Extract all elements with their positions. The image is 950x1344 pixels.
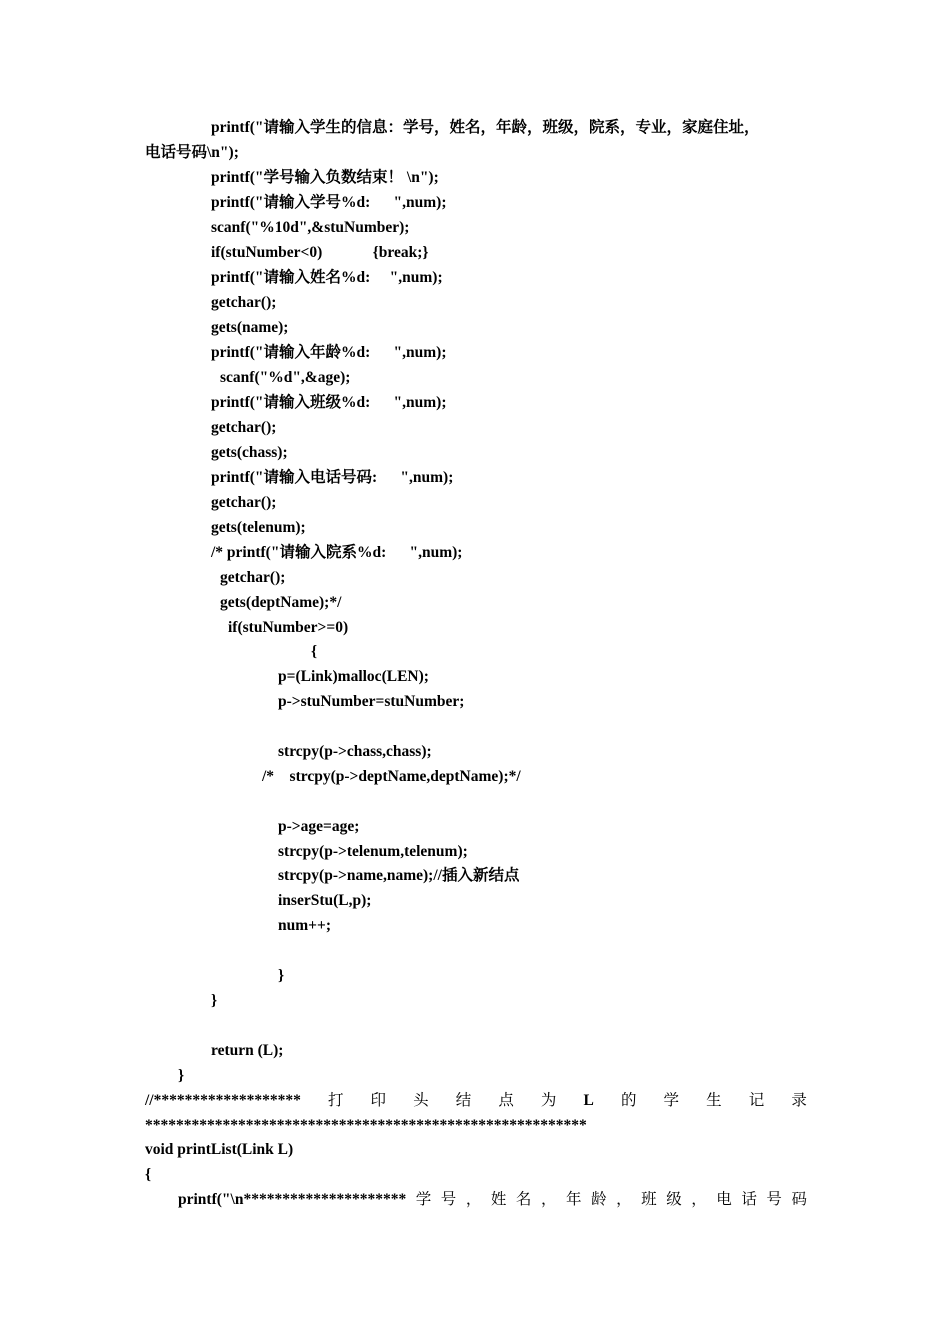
comment-char: L	[583, 1092, 594, 1109]
code-line: getchar();	[211, 494, 277, 511]
code-line: p->stuNumber=stuNumber;	[278, 693, 465, 710]
code-line: /* strcpy(p->deptName,deptName);*/	[262, 768, 521, 785]
code-line: getchar();	[211, 294, 277, 311]
comment-char: 录	[791, 1092, 807, 1109]
header-char: 姓	[490, 1191, 507, 1208]
comment-char: 学	[663, 1092, 680, 1109]
code-line: }	[178, 1067, 185, 1084]
code-line: inserStu(L,p);	[278, 892, 372, 909]
comment-char: 的	[620, 1092, 637, 1109]
code-line: scanf("%10d",&stuNumber);	[211, 219, 410, 236]
code-line: p->age=age;	[278, 818, 360, 835]
code-line: scanf("%d",&age);	[220, 369, 351, 386]
code-line: strcpy(p->telenum,telenum);	[278, 843, 468, 860]
header-char: ，	[465, 1191, 482, 1208]
header-char: 话	[741, 1191, 757, 1208]
header-char: 级	[666, 1191, 682, 1208]
comment-segment: //*******************	[145, 1092, 301, 1109]
code-line: printf("请输入学号%d: ",num);	[211, 194, 447, 211]
header-char: 年	[566, 1191, 582, 1208]
code-line: if(stuNumber<0) {break;}	[211, 244, 429, 261]
code-line: gets(telenum);	[211, 519, 306, 536]
code-line: printf("请输入姓名%d: ",num);	[211, 269, 443, 286]
header-char: 号	[766, 1191, 782, 1208]
code-line: void printList(Link L)	[145, 1141, 294, 1158]
code-line: strcpy(p->name,name);//插入新结点	[278, 867, 520, 884]
comment-char: 打	[327, 1092, 344, 1109]
printf-header-line	[178, 1190, 807, 1210]
comment-char: 生	[706, 1092, 722, 1109]
code-line: getchar();	[220, 569, 286, 586]
header-char: 龄	[591, 1191, 607, 1208]
code-line: }	[211, 992, 218, 1009]
comment-char: 印	[370, 1092, 387, 1109]
header-char: 码	[791, 1191, 807, 1208]
code-line: /* printf("请输入院系%d: ",num);	[211, 544, 463, 561]
header-char: ，	[691, 1191, 707, 1208]
code-line: printf("请输入班级%d: ",num);	[211, 394, 447, 411]
header-char: ，	[616, 1191, 632, 1208]
code-line: if(stuNumber>=0)	[228, 619, 349, 636]
code-line: strcpy(p->chass,chass);	[278, 743, 432, 760]
printf-segment: printf("\n*********************	[178, 1191, 407, 1208]
code-line: *********************************************************	[145, 1117, 587, 1134]
code-line: gets(deptName);*/	[220, 594, 342, 611]
header-char: 学	[415, 1191, 432, 1208]
code-line: gets(chass);	[211, 444, 288, 461]
code-line: return (L);	[211, 1042, 284, 1059]
comment-char: 为	[540, 1092, 557, 1109]
code-line: p=(Link)malloc(LEN);	[278, 668, 429, 685]
comment-heading-line	[145, 1091, 807, 1111]
comment-char: 记	[748, 1092, 765, 1109]
comment-char: 结	[455, 1092, 472, 1109]
comment-char: 点	[498, 1092, 514, 1109]
code-line: 电话号码\n");	[145, 144, 239, 161]
header-char: 电	[716, 1191, 732, 1208]
header-char: 号	[440, 1191, 457, 1208]
comment-char: 头	[413, 1092, 429, 1109]
code-line: getchar();	[211, 419, 277, 436]
header-char: 名	[515, 1191, 532, 1208]
code-line: num++;	[278, 917, 331, 934]
code-line: gets(name);	[211, 319, 289, 336]
header-char: ，	[540, 1191, 557, 1208]
code-line: {	[145, 1166, 152, 1183]
code-line: printf("学号输入负数结束！ \n");	[211, 169, 439, 186]
code-line: printf("请输入学生的信息：学号，姓名，年龄，班级，院系，专业，家庭住址，	[211, 119, 760, 136]
code-line: {	[311, 643, 318, 660]
code-line: printf("请输入年龄%d: ",num);	[211, 344, 447, 361]
header-char: 班	[641, 1191, 657, 1208]
code-line: printf("请输入电话号码: ",num);	[211, 469, 454, 486]
code-line: }	[278, 967, 285, 984]
